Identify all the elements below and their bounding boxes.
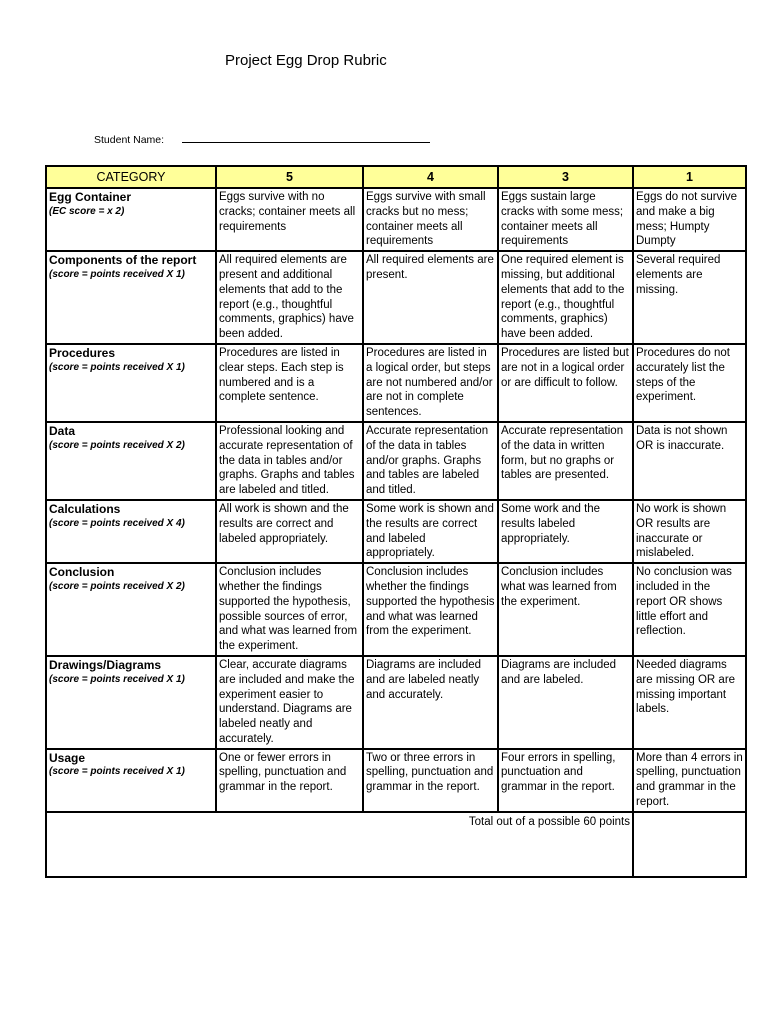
criteria-cell: Eggs do not survive and make a big mess; Humpty Dumpty [633, 188, 746, 251]
rubric-table [45, 165, 747, 878]
category-name: Egg Container [49, 190, 132, 204]
category-cell [46, 500, 216, 563]
criteria-cell: Conclusion includes what was learned from the experiment. [498, 563, 633, 656]
header-score-5: 5 [216, 166, 363, 188]
category-cell [46, 188, 216, 251]
category-score: (score = points received X 1) [49, 268, 185, 280]
category-cell [46, 563, 216, 656]
criteria-cell: Some work and the results labeled appropriately. [498, 500, 633, 563]
table-row [46, 251, 746, 344]
table-row [46, 422, 746, 500]
criteria-cell: Accurate representation of the data in written form, but no graphs or tables are presented. [498, 422, 633, 500]
table-row [46, 344, 746, 422]
category-cell [46, 251, 216, 344]
category-name: Procedures [49, 345, 116, 360]
criteria-cell: Professional looking and accurate representation of the data in tables and/or graphs. Graphs and tables are labeled and titled. [216, 422, 363, 500]
total-score-field[interactable] [633, 812, 746, 877]
criteria-cell: Conclusion includes whether the findings supported the hypothesis, possible sources of error, and what was learned from the experiment. [216, 563, 363, 656]
criteria-cell: One required element is missing, but additional elements that add to the report (e.g., thoughtful comments, graphics) have been added. [498, 251, 633, 344]
criteria-cell: Procedures do not accurately list the steps of the experiment. [633, 344, 746, 422]
criteria-cell: Data is not shown OR is inaccurate. [633, 422, 746, 500]
header-score-3: 3 [498, 166, 633, 188]
category-score: (EC score = x 2) [49, 205, 125, 217]
header-score-1: 1 [633, 166, 746, 188]
table-row [46, 749, 746, 812]
category-score: (score = points received X 1) [49, 673, 185, 685]
criteria-cell: All work is shown and the results are correct and labeled appropriately. [216, 500, 363, 563]
student-name-label: Student Name: [94, 134, 165, 146]
criteria-cell: No conclusion was included in the report OR shows little effort and reflection. [633, 563, 746, 656]
category-score: (score = points received X 4) [49, 517, 185, 529]
criteria-cell: Eggs sustain large cracks with some mess; container meets all requirements [498, 188, 633, 251]
total-row [46, 812, 746, 877]
criteria-cell: All required elements are present. [363, 251, 498, 344]
criteria-cell: Conclusion includes whether the findings supported the hypothesis and what was learned from the experiment. [363, 563, 498, 656]
total-label: Total out of a possible 60 points [46, 812, 633, 877]
criteria-cell: Accurate representation of the data in tables and/or graphs. Graphs and tables are labeled and titled. [363, 422, 498, 500]
criteria-cell: Procedures are listed in clear steps. Each step is numbered and is a complete sentence. [216, 344, 363, 422]
category-name: Drawings/Diagrams [49, 657, 162, 672]
criteria-cell: Some work is shown and the results are correct and labeled appropriately. [363, 500, 498, 563]
category-score: (score = points received X 2) [49, 580, 185, 592]
criteria-cell: Four errors in spelling, punctuation and grammar in the report. [498, 749, 633, 812]
category-name: Usage [49, 750, 86, 765]
header-row [46, 166, 746, 188]
category-name: Calculations [49, 501, 121, 516]
criteria-cell: More than 4 errors in spelling, punctuation and grammar in the report. [633, 749, 746, 812]
criteria-cell: All required elements are present and additional elements that add to the report (e.g., thoughtful comments, graphics) have been added. [216, 251, 363, 344]
student-name-field[interactable] [182, 133, 430, 143]
category-name: Data [49, 423, 76, 438]
table-row [46, 500, 746, 563]
criteria-cell: No work is shown OR results are inaccurate or mislabeled. [633, 500, 746, 563]
category-score: (score = points received X 2) [49, 439, 185, 451]
table-row [46, 656, 746, 749]
header-category: CATEGORY [46, 166, 216, 188]
category-cell [46, 749, 216, 812]
category-name: Components of the report [49, 253, 197, 268]
header-score-4: 4 [363, 166, 498, 188]
criteria-cell: Needed diagrams are missing OR are missing important labels. [633, 656, 746, 749]
criteria-cell: Eggs survive with small cracks but no mess; container meets all requirements [363, 188, 498, 251]
criteria-cell: Procedures are listed but are not in a logical order or are difficult to follow. [498, 344, 633, 422]
page-title: Project Egg Drop Rubric [225, 52, 387, 69]
table-row [46, 188, 746, 251]
student-name-row [94, 133, 430, 146]
criteria-cell: Clear, accurate diagrams are included and make the experiment easier to understand. Diagrams are labeled neatly and accurately. [216, 656, 363, 749]
category-cell [46, 656, 216, 749]
criteria-cell: Eggs survive with no cracks; container meets all requirements [216, 188, 363, 251]
category-name: Conclusion [49, 565, 115, 580]
criteria-cell: Two or three errors in spelling, punctuation and grammar in the report. [363, 749, 498, 812]
criteria-cell: Diagrams are included and are labeled neatly and accurately. [363, 656, 498, 749]
criteria-cell: Several required elements are missing. [633, 251, 746, 344]
category-cell [46, 344, 216, 422]
criteria-cell: One or fewer errors in spelling, punctuation and grammar in the report. [216, 749, 363, 812]
category-cell [46, 422, 216, 500]
category-score: (score = points received X 1) [49, 361, 185, 373]
criteria-cell: Procedures are listed in a logical order, but steps are not numbered and/or are not in complete sentences. [363, 344, 498, 422]
criteria-cell: Diagrams are included and are labeled. [498, 656, 633, 749]
table-row [46, 563, 746, 656]
category-score: (score = points received X 1) [49, 766, 185, 778]
